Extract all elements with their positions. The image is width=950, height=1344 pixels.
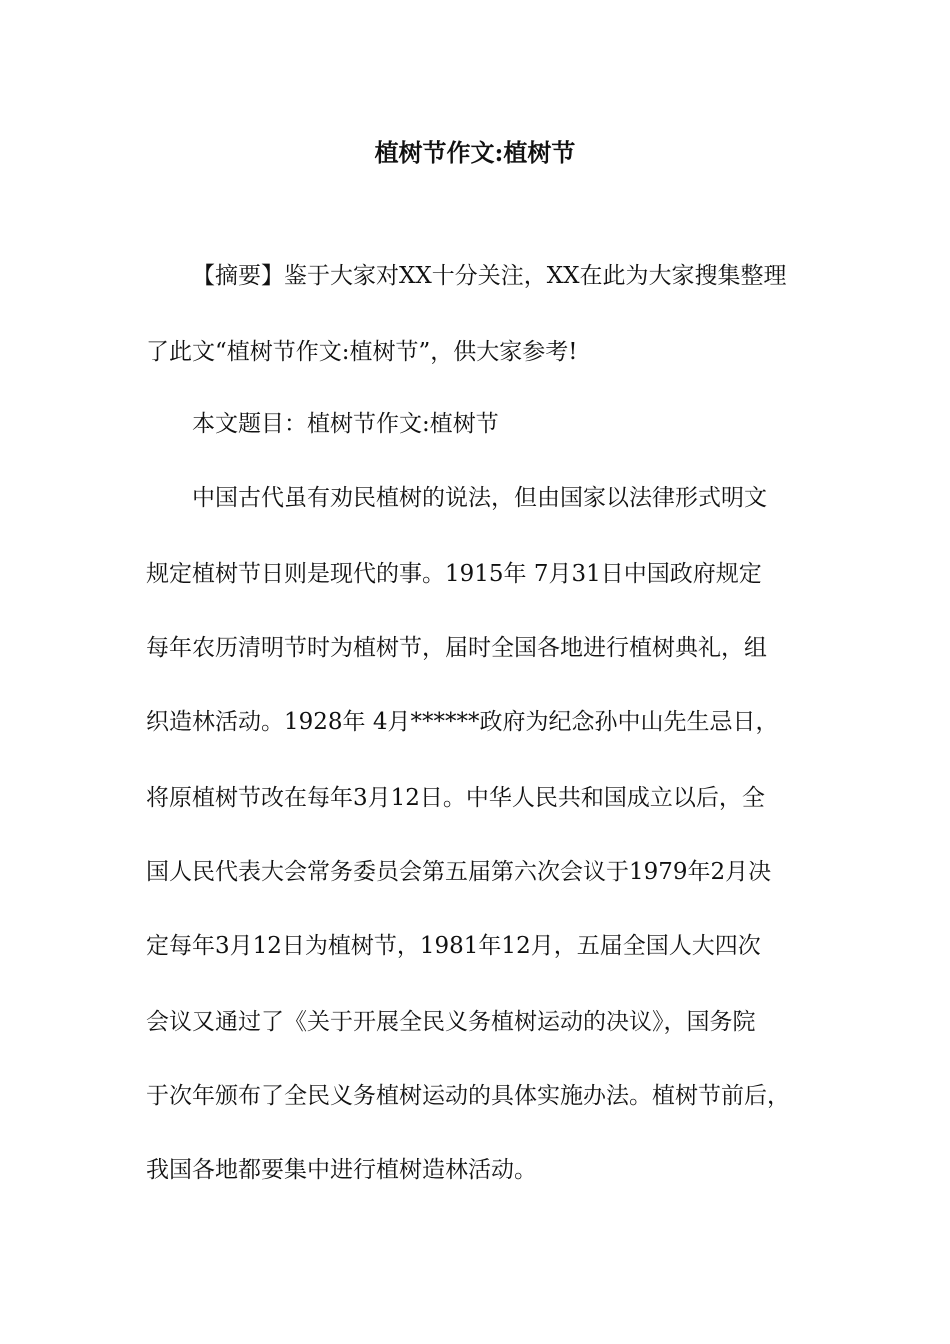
text-line: 定每年3月12日为植树节，1981年12月，五届全国人大四次 bbox=[146, 933, 761, 959]
text-line: 我国各地都要集中进行植树造林活动。 bbox=[146, 1157, 537, 1183]
text-line: 中国古代虽有劝民植树的说法，但由国家以法律形式明文 bbox=[192, 485, 767, 511]
text-line: 规定植树节日则是现代的事。1915年 7月31日中国政府规定 bbox=[146, 561, 762, 587]
text-line: 每年农历清明节时为植树节，届时全国各地进行植树典礼，组 bbox=[146, 635, 767, 661]
text-line: 于次年颁布了全民义务植树运动的具体实施办法。植树节前后， bbox=[146, 1083, 790, 1109]
text-line: 国人民代表大会常务委员会第五届第六次会议于1979年2月决 bbox=[146, 859, 772, 885]
text-line: 织造林活动。1928年 4月******政府为纪念孙中山先生忌日， bbox=[146, 709, 779, 735]
text-line: 本文题目：植树节作文:植树节 bbox=[192, 411, 499, 437]
text-line: 了此文“植树节作文:植树节”，供大家参考! bbox=[146, 339, 578, 365]
document-title: 植树节作文:植树节 bbox=[374, 138, 576, 167]
text-line: 会议又通过了《关于开展全民义务植树运动的决议》，国务院 bbox=[146, 1009, 756, 1035]
text-line: 将原植树节改在每年3月12日。中华人民共和国成立以后，全 bbox=[146, 785, 765, 811]
text-line: 【摘要】鉴于大家对XX十分关注，XX在此为大家搜集整理 bbox=[192, 263, 787, 289]
